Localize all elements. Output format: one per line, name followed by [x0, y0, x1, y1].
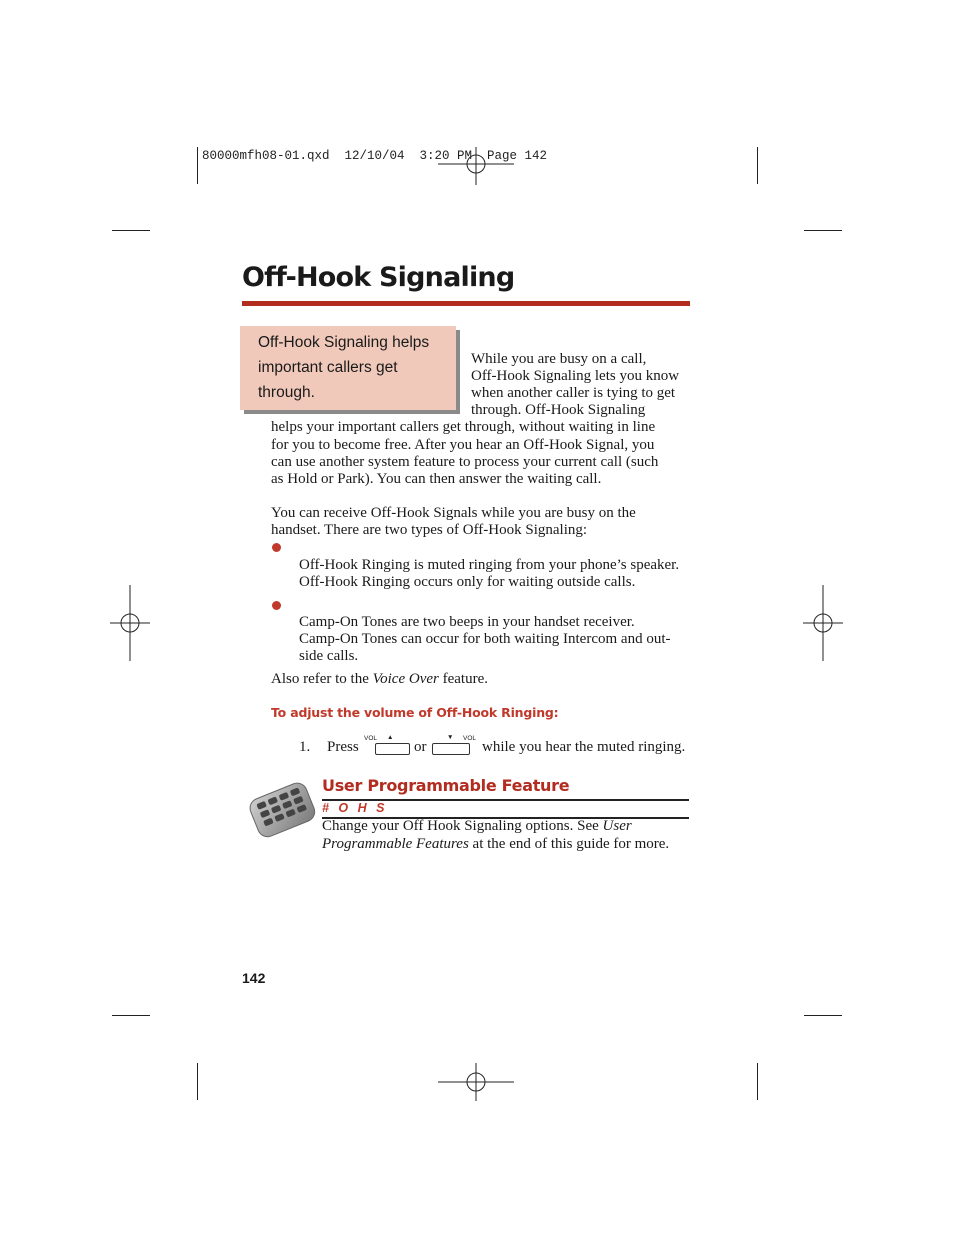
- procedure-heading: To adjust the volume of Off-Hook Ringing:: [271, 705, 559, 720]
- upf-line2-italic: Programmable Features: [322, 836, 469, 852]
- step-press: Press: [327, 739, 359, 755]
- arrow-down-icon: ▼: [447, 734, 454, 741]
- paragraph-line: You can receive Off-Hook Signals while you are busy on the: [271, 505, 636, 521]
- upf-line: [322, 836, 669, 853]
- intro-line: helps your important callers get through, without waiting in line: [271, 419, 656, 435]
- bullet-line: Off-Hook Ringing is muted ringing from your phone’s speaker.: [299, 557, 680, 573]
- page-number: 142: [242, 970, 266, 986]
- registration-mark-icon: [110, 585, 150, 661]
- bullet-icon: [272, 543, 281, 552]
- see-also: [271, 671, 488, 688]
- upf-heading: User Programmable Feature: [322, 776, 570, 795]
- intro-line: through. Off-Hook Signaling: [471, 402, 646, 418]
- upf-line1-prefix: Change your Off Hook Signaling options. See: [322, 818, 603, 834]
- crop-mark: [757, 147, 758, 184]
- vol-up-label: VOL: [364, 735, 378, 742]
- page-title: Off-Hook Signaling: [242, 262, 515, 293]
- registration-mark-icon: [438, 1063, 514, 1101]
- vol-down-label: VOL: [463, 735, 477, 742]
- see-also-suffix: feature.: [438, 671, 488, 687]
- crop-mark: [197, 1063, 198, 1100]
- intro-line: While you are busy on a call,: [471, 351, 647, 367]
- arrow-up-icon: ▲: [387, 734, 394, 741]
- callout-text: Off-Hook Signaling helps important callers get through.: [258, 334, 430, 401]
- bullet-icon: [272, 601, 281, 610]
- bullet-line: Camp-On Tones are two beeps in your handset receiver.: [299, 614, 635, 630]
- step-number: 1.: [299, 739, 311, 755]
- step-or: or: [414, 739, 427, 755]
- keypad-icon: [244, 780, 320, 838]
- bullet-line: Camp-On Tones can occur for both waiting Intercom and out-: [299, 631, 671, 647]
- vol-up-button[interactable]: [375, 743, 410, 755]
- intro-line: as Hold or Park). You can then answer the waiting call.: [271, 471, 602, 487]
- feature-code: # O H S: [322, 801, 388, 815]
- see-also-feature: Voice Over: [372, 671, 439, 687]
- crop-mark: [197, 147, 198, 184]
- print-slug: 80000mfh08-01.qxd 12/10/04 3:20 PM Page 142: [202, 149, 548, 163]
- crop-mark: [757, 1063, 758, 1100]
- bullet-line: Off-Hook Ringing occurs only for waiting outside calls.: [299, 574, 636, 590]
- upf-line1-italic: User: [602, 818, 632, 834]
- upf-line2-suffix: at the end of this guide for more.: [468, 836, 670, 852]
- step-after: while you hear the muted ringing.: [482, 739, 686, 755]
- intro-line: for you to become free. After you hear an Off-Hook Signal, you: [271, 437, 655, 453]
- registration-mark-icon: [803, 585, 843, 661]
- intro-line: can use another system feature to process your current call (such: [271, 454, 659, 470]
- crop-mark: [804, 230, 842, 231]
- crop-mark: [112, 230, 150, 231]
- title-rule: [242, 301, 690, 306]
- vol-down-button[interactable]: [432, 743, 470, 755]
- upf-line: [322, 818, 632, 835]
- see-also-prefix: Also refer to the: [271, 671, 373, 687]
- intro-line: when another caller is tying to get: [471, 385, 676, 401]
- crop-mark: [112, 1015, 150, 1016]
- bullet-line: side calls.: [299, 648, 359, 664]
- paragraph-line: handset. There are two types of Off-Hook Signaling:: [271, 522, 588, 538]
- crop-mark: [804, 1015, 842, 1016]
- intro-line: Off-Hook Signaling lets you know: [471, 368, 680, 384]
